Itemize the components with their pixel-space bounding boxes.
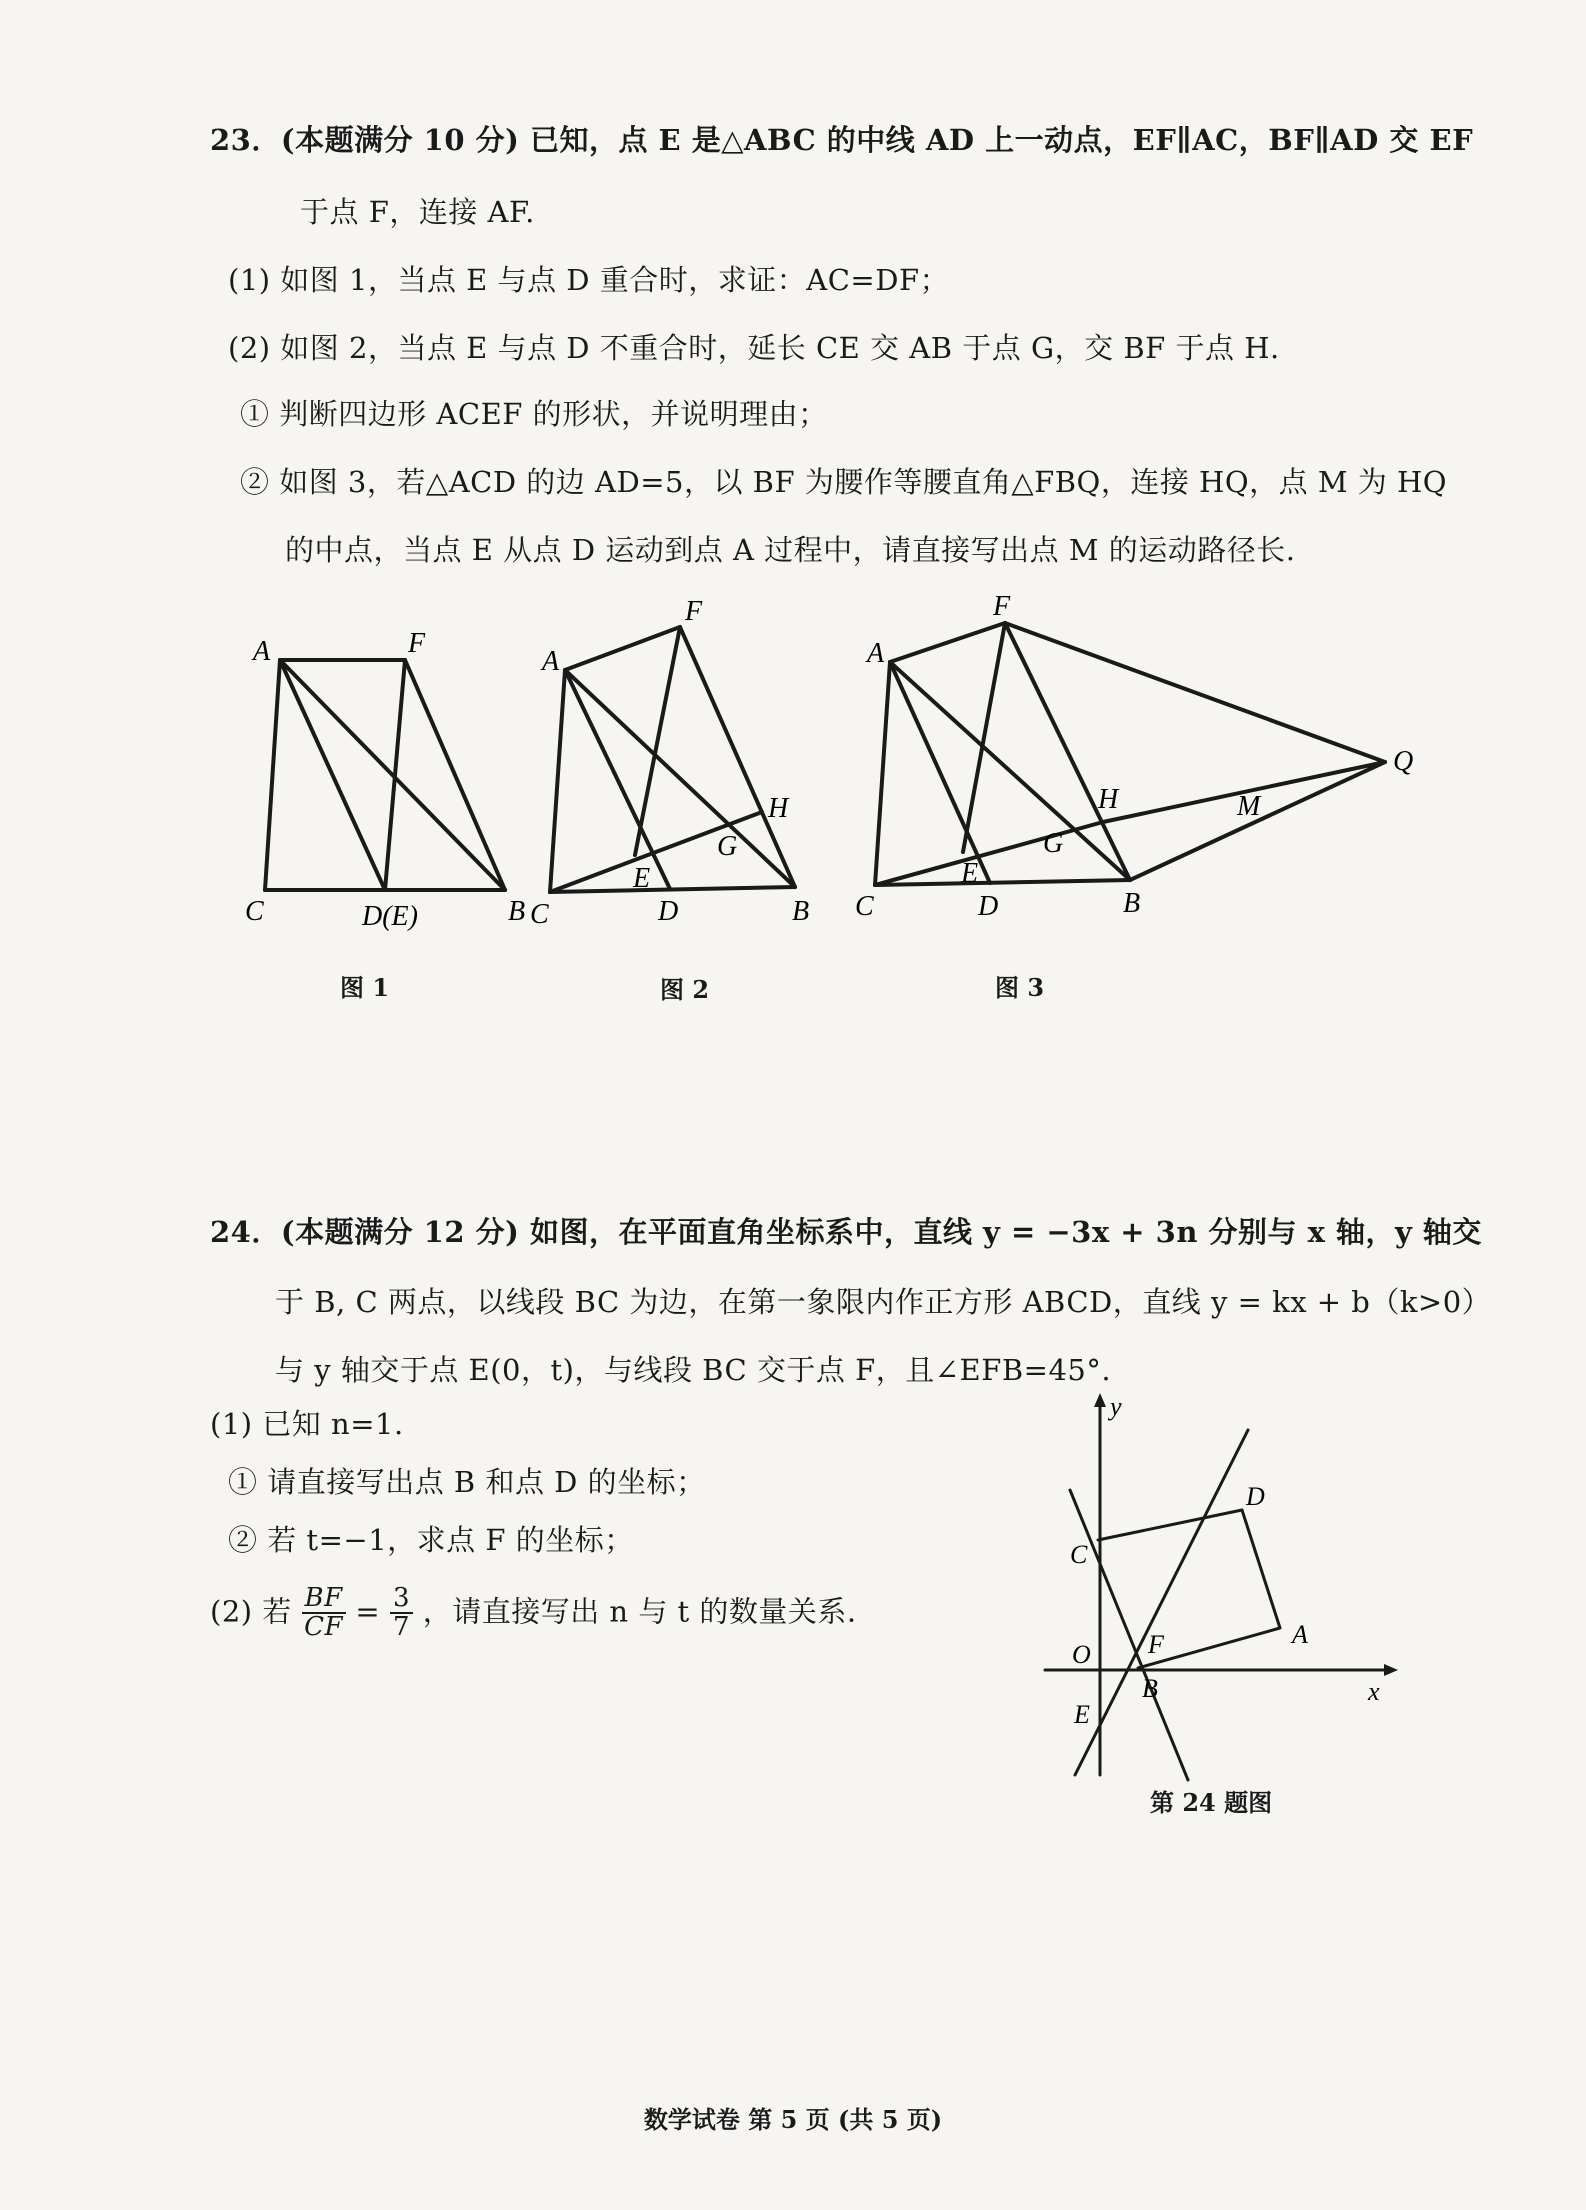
fig2-segment-FB	[680, 627, 795, 887]
fig3-segment-FE	[963, 623, 1005, 852]
fig3-label-F: F	[993, 591, 1011, 622]
fig1-label-F: F	[408, 628, 426, 659]
y-axis-arrow	[1094, 1393, 1106, 1407]
fig1-label-B: B	[508, 896, 526, 927]
q24-part2-suffix: ，请直接写出 n 与 t 的数量关系.	[422, 1594, 857, 1629]
fig2-segment-AF	[565, 627, 680, 670]
fraction-bf-cf	[302, 1585, 346, 1642]
x-axis-arrow	[1384, 1664, 1398, 1676]
fig24-caption: 第 24 题图	[1150, 1788, 1273, 1817]
figure-2	[530, 595, 860, 940]
fig2-label-B: B	[792, 896, 810, 927]
fig2-label-C: C	[530, 899, 549, 930]
fig3-segment-AD	[890, 662, 990, 883]
q23-line1: 23．(本题满分 10 分) 已知，点 E 是△ABC 的中线 AD 上一动点，EF∥AC，BF∥AD 交 EF	[210, 123, 1474, 157]
q24-part2	[210, 1585, 857, 1642]
fig3-label-D: D	[978, 891, 999, 922]
fig2-label-E: E	[633, 863, 651, 894]
fig24-label-F: F	[1148, 1630, 1164, 1659]
fig3-label-E: E	[961, 858, 979, 889]
fig2-segment-AD	[565, 670, 670, 889]
fig3-label-B: B	[1123, 888, 1141, 919]
equals-sign: =	[355, 1594, 381, 1629]
figure-3	[845, 590, 1425, 940]
fig3-label-G: G	[1043, 828, 1064, 859]
fig2-segment-AB	[565, 670, 795, 887]
fig2-label-F: F	[685, 596, 703, 627]
fig3-segment-CB	[875, 880, 1130, 885]
q23-part1: (1) 如图 1，当点 E 与点 D 重合时，求证：AC=DF；	[228, 263, 950, 297]
fraction-numerator: BF	[302, 1585, 346, 1614]
fig1-label-C: C	[245, 896, 264, 927]
q24-line3: 与 y 轴交于点 E(0，t)，与线段 BC 交于点 F，且∠EFB=45°.	[275, 1353, 1112, 1387]
fig3-label-C: C	[855, 891, 874, 922]
q23-part2a: ① 判断四边形 ACEF 的形状，并说明理由；	[240, 397, 828, 431]
fig3-label-H: H	[1098, 784, 1119, 815]
fraction2-denominator: 7	[392, 1612, 410, 1643]
q24-part1a: ① 请直接写出点 B 和点 D 的坐标；	[228, 1465, 706, 1499]
fig3-label-A: A	[867, 638, 885, 669]
figure-24	[1030, 1385, 1410, 1805]
q23-line2: 于点 F，连接 AF.	[300, 195, 535, 229]
fig2-label-D: D	[658, 896, 679, 927]
square-side-cd	[1098, 1510, 1242, 1540]
fig1-label-DE: D(E)	[362, 901, 418, 932]
q24-line1: 24．(本题满分 12 分) 如图，在平面直角坐标系中，直线 y = −3x + 3n 分别与 x 轴，y 轴交	[210, 1215, 1482, 1249]
fig1-segment-FB	[405, 660, 505, 890]
q23-part2b-line1: ② 如图 3，若△ACD 的边 AD=5，以 BF 为腰作等腰直角△FBQ，连接 HQ，点 M 为 HQ	[240, 465, 1448, 499]
fig24-label-E: E	[1074, 1700, 1090, 1729]
fig1-label-A: A	[253, 636, 271, 667]
q24-part1: (1) 已知 n=1.	[210, 1407, 404, 1441]
fig24-label-A: A	[1292, 1620, 1308, 1649]
fig3-label-M: M	[1237, 791, 1261, 822]
fig24-label-x: x	[1368, 1677, 1380, 1706]
figure-1	[230, 620, 550, 940]
fig3-segment-AC	[875, 662, 890, 885]
square-side-da	[1242, 1510, 1280, 1628]
fig1-caption: 图 1	[340, 973, 390, 1002]
fig2-segment-CB	[550, 887, 795, 892]
page-footer: 数学试卷 第 5 页 (共 5 页)	[643, 2105, 943, 2134]
fraction-3-7	[390, 1585, 413, 1642]
fig3-caption: 图 3	[995, 973, 1045, 1002]
fig24-label-B: B	[1142, 1674, 1158, 1703]
fig24-label-y: y	[1110, 1392, 1122, 1421]
fig2-segment-AC	[550, 670, 565, 892]
fig1-segment-FD	[385, 660, 405, 890]
fig24-label-O: O	[1072, 1640, 1091, 1669]
fraction-denominator: CF	[304, 1612, 344, 1643]
fig1-segment-AD	[280, 660, 385, 890]
q23-part2: (2) 如图 2，当点 E 与点 D 不重合时，延长 CE 交 AB 于点 G，交 BF 于点 H.	[228, 331, 1280, 365]
fig3-segment-AF	[890, 623, 1005, 662]
fig2-caption: 图 2	[660, 975, 710, 1004]
fig24-label-D: D	[1246, 1482, 1265, 1511]
q23-part2b-line2: 的中点，当点 E 从点 D 运动到点 A 过程中，请直接写出点 M 的运动路径长.	[285, 533, 1296, 567]
fig3-label-Q: Q	[1393, 746, 1414, 777]
fig1-segment-AB	[280, 660, 505, 890]
fig2-label-G: G	[717, 831, 738, 862]
fig2-label-H: H	[768, 793, 789, 824]
fraction2-numerator: 3	[390, 1585, 413, 1614]
fig2-label-A: A	[542, 646, 560, 677]
q24-part2-prefix: (2) 若	[210, 1594, 292, 1629]
q24-line2: 于 B, C 两点，以线段 BC 为边，在第一象限内作正方形 ABCD，直线 y = kx + b（k>0）	[275, 1285, 1492, 1319]
fig24-label-C: C	[1070, 1540, 1088, 1569]
q24-part1b: ② 若 t=−1，求点 F 的坐标；	[228, 1523, 634, 1557]
fig1-segment-AC	[265, 660, 280, 890]
fig3-segment-CH	[875, 822, 1103, 885]
